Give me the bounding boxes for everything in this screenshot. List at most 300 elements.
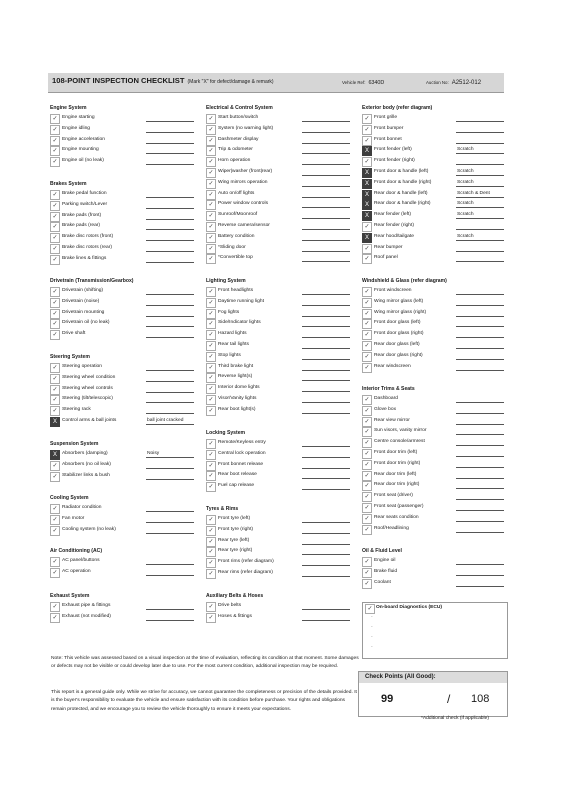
item-checkbox[interactable]: ✓ xyxy=(206,515,216,525)
item-label: Parking switch/Lever xyxy=(62,201,108,207)
item-remark-field[interactable] xyxy=(146,575,194,576)
item-remark-field[interactable] xyxy=(146,240,194,241)
item-remark-field[interactable] xyxy=(302,121,350,122)
item-checkbox[interactable]: ✓ xyxy=(362,114,372,124)
item-checkbox[interactable]: X xyxy=(362,146,372,156)
checklist-item xyxy=(50,243,113,254)
item-checkbox[interactable]: ✓ xyxy=(50,244,60,254)
item-checkbox[interactable]: ✓ xyxy=(206,482,216,492)
item-checkbox[interactable]: ✓ xyxy=(362,568,372,578)
item-remark-field[interactable] xyxy=(146,620,194,621)
item-remark-field[interactable] xyxy=(302,544,350,545)
item-label: Drivetrain mounting xyxy=(62,309,105,315)
item-remark-field[interactable] xyxy=(456,251,504,252)
checklist-item xyxy=(206,405,256,416)
item-checkbox[interactable]: ✓ xyxy=(50,233,60,243)
checkpoints-label: Check Points (All Good): xyxy=(359,672,507,683)
item-label: Front fender (right) xyxy=(374,158,415,164)
item-checkbox[interactable]: ✓ xyxy=(206,190,216,200)
item-checkbox[interactable]: X xyxy=(362,190,372,200)
item-remark-field[interactable] xyxy=(146,468,194,469)
item-remark-field[interactable] xyxy=(302,468,350,469)
item-label: Steering operation xyxy=(62,364,102,369)
section-title: Air Conditioning (AC) xyxy=(50,548,103,554)
checklist-item xyxy=(206,546,253,557)
item-label: Glove box xyxy=(374,406,397,412)
item-checkbox[interactable]: ✓ xyxy=(206,341,216,351)
item-remark-field[interactable] xyxy=(146,381,194,382)
item-checkbox[interactable]: ✓ xyxy=(206,384,216,394)
item-checkbox[interactable]: X xyxy=(50,450,60,460)
checklist-item xyxy=(50,189,107,200)
item-label: Rear seats condition xyxy=(374,514,419,520)
item-remark-field[interactable] xyxy=(146,316,194,317)
item-label: Rear door trim (left) xyxy=(374,471,417,477)
item-label: Auto on/off lights xyxy=(218,190,255,196)
item-remark-text: ball joint cracked xyxy=(147,417,184,423)
item-label: Absorbers (damping) xyxy=(62,451,108,456)
item-label: AC panel/buttons xyxy=(62,558,100,563)
item-remark-field[interactable] xyxy=(302,446,350,447)
item-checkbox[interactable]: ✓ xyxy=(206,613,216,623)
item-checkbox[interactable]: ✓ xyxy=(50,461,60,471)
item-label: Steering (tilt/telescopic) xyxy=(62,396,113,402)
item-remark-field[interactable] xyxy=(302,326,350,327)
item-remark-field[interactable] xyxy=(146,451,194,458)
item-remark-field[interactable] xyxy=(456,532,504,533)
item-checkbox[interactable]: ✓ xyxy=(50,374,60,384)
item-checkbox[interactable]: ✓ xyxy=(206,125,216,135)
item-remark-field[interactable] xyxy=(146,533,194,534)
item-checkbox[interactable]: ✓ xyxy=(50,222,60,232)
item-label: Roof/Headlining xyxy=(374,525,409,531)
item-checkbox[interactable]: ✓ xyxy=(206,406,216,416)
item-checkbox[interactable]: ✓ xyxy=(50,568,60,578)
item-remark-field[interactable] xyxy=(302,197,350,198)
item-remark-field[interactable] xyxy=(456,564,504,565)
item-checkbox[interactable]: ✓ xyxy=(50,406,60,416)
item-checkbox[interactable]: ✓ xyxy=(50,504,60,514)
item-checkbox[interactable]: X xyxy=(362,233,372,243)
item-remark-field[interactable] xyxy=(302,565,350,566)
item-checkbox[interactable]: ✓ xyxy=(206,157,216,167)
item-checkbox[interactable]: ✓ xyxy=(362,579,372,589)
item-checkbox[interactable]: ✓ xyxy=(206,537,216,547)
item-checkbox[interactable]: ✓ xyxy=(206,179,216,189)
item-remark-field[interactable] xyxy=(456,294,504,295)
item-label: Steering wheel condition xyxy=(62,374,116,380)
item-remark-field[interactable] xyxy=(456,370,504,371)
item-label: Stabilizer links & bush xyxy=(62,472,110,478)
item-label: Wing mirror glass (right) xyxy=(374,309,427,315)
section-electrical-control xyxy=(206,104,273,264)
item-remark-field[interactable] xyxy=(302,620,350,621)
item-checkbox[interactable]: ✓ xyxy=(362,330,372,340)
section-title: Drivetrain (Transmission/Gearbox) xyxy=(50,278,134,284)
item-checkbox[interactable]: X xyxy=(50,417,60,427)
checklist-item xyxy=(50,405,90,416)
item-remark-field[interactable] xyxy=(302,153,350,154)
item-checkbox[interactable]: ✓ xyxy=(206,309,216,319)
item-label: Brake disc rotors (front) xyxy=(62,234,114,240)
checklist-item xyxy=(50,156,104,167)
item-checkbox[interactable]: ✓ xyxy=(362,244,372,254)
item-label: Sun visors, vanity mirror xyxy=(374,428,427,434)
checkpoints-total: 108 xyxy=(471,693,490,705)
item-remark-field[interactable] xyxy=(456,212,504,219)
item-checkbox[interactable]: ✓ xyxy=(50,395,60,405)
item-remark-field[interactable] xyxy=(302,132,350,133)
item-checkbox[interactable]: ✓ xyxy=(206,352,216,362)
item-remark-field[interactable] xyxy=(302,359,350,360)
item-remark-field[interactable] xyxy=(302,522,350,523)
item-remark-field[interactable] xyxy=(146,219,194,220)
section-brakes-system xyxy=(50,180,114,265)
item-checkbox[interactable]: ✓ xyxy=(362,157,372,167)
item-remark-field[interactable] xyxy=(456,586,504,587)
item-remark-field[interactable] xyxy=(456,413,504,414)
item-checkbox[interactable]: ✓ xyxy=(50,212,60,222)
checklist-item xyxy=(362,308,447,319)
item-remark-field[interactable] xyxy=(456,467,504,468)
item-remark-field[interactable] xyxy=(302,533,350,534)
item-checkbox[interactable]: ✓ xyxy=(206,244,216,254)
item-checkbox[interactable]: X xyxy=(362,211,372,221)
item-remark-field[interactable] xyxy=(146,609,194,610)
item-remark-field[interactable] xyxy=(456,445,504,446)
item-label: Front headlights xyxy=(218,288,254,293)
item-checkbox[interactable]: ✓ xyxy=(206,602,216,612)
item-checkbox[interactable]: ✓ xyxy=(206,254,216,264)
item-remark-field[interactable] xyxy=(456,402,504,403)
item-checkbox[interactable]: ✓ xyxy=(206,211,216,221)
item-checkbox[interactable]: ✓ xyxy=(206,136,216,146)
item-remark-field[interactable] xyxy=(146,164,194,165)
item-remark-field[interactable] xyxy=(456,316,504,317)
item-remark-field[interactable] xyxy=(456,326,504,327)
item-checkbox[interactable]: ✓ xyxy=(206,146,216,156)
item-checkbox[interactable]: ✓ xyxy=(362,341,372,351)
item-remark-field[interactable] xyxy=(302,337,350,338)
item-checkbox[interactable]: ✓ xyxy=(362,417,372,427)
item-checkbox[interactable]: ✓ xyxy=(206,363,216,373)
item-checkbox[interactable]: ✓ xyxy=(50,298,60,308)
item-checkbox[interactable]: ✓ xyxy=(362,525,372,535)
checklist-item xyxy=(362,297,447,308)
item-remark-field[interactable] xyxy=(146,511,194,512)
item-remark-field[interactable] xyxy=(456,147,504,154)
item-remark-field[interactable] xyxy=(302,554,350,555)
item-label: Drivetrain (shifting) xyxy=(62,288,104,293)
section-locking-system xyxy=(206,429,266,492)
section-cooling-system xyxy=(50,494,116,535)
checklist-item xyxy=(362,578,402,589)
checklist-item xyxy=(206,178,273,189)
item-remark-field[interactable] xyxy=(146,153,194,154)
item-remark-field[interactable] xyxy=(146,121,194,122)
item-checkbox[interactable]: ✓ xyxy=(50,363,60,373)
item-checkbox[interactable]: ✓ xyxy=(50,136,60,146)
item-remark-field[interactable] xyxy=(456,434,504,435)
item-remark-field[interactable] xyxy=(302,457,350,458)
item-checkbox[interactable]: ✓ xyxy=(206,461,216,471)
checklist-item xyxy=(50,200,108,211)
item-label: Dashmeter display xyxy=(218,136,259,142)
item-remark-field[interactable] xyxy=(302,218,350,219)
checklist-item xyxy=(50,612,111,623)
item-label: Rear view mirror xyxy=(374,417,410,423)
checklist-item xyxy=(362,135,432,146)
item-checkbox[interactable]: ✓ xyxy=(50,190,60,200)
item-remark-text: Scratch xyxy=(457,147,474,153)
item-remark-field[interactable] xyxy=(456,132,504,133)
checklist-item xyxy=(362,448,418,459)
item-remark-field[interactable] xyxy=(302,175,350,176)
item-remark-field[interactable] xyxy=(302,489,350,490)
item-checkbox[interactable]: ✓ xyxy=(362,471,372,481)
item-remark-field[interactable] xyxy=(146,229,194,230)
item-checkbox[interactable]: ✓ xyxy=(50,287,60,297)
item-remark-field[interactable] xyxy=(302,240,350,241)
item-checkbox[interactable]: ✓ xyxy=(362,136,372,146)
item-checkbox[interactable]: ✓ xyxy=(206,287,216,297)
checklist-item xyxy=(362,556,402,567)
item-remark-field[interactable] xyxy=(456,305,504,306)
checklist-item xyxy=(50,232,114,243)
checklist-item xyxy=(362,113,432,124)
item-remark-field[interactable] xyxy=(146,143,194,144)
item-label: Front windscreen xyxy=(374,288,412,293)
item-remark-field[interactable] xyxy=(302,370,350,371)
item-checkbox[interactable]: ✓ xyxy=(50,255,60,265)
item-checkbox[interactable]: ✓ xyxy=(50,309,60,319)
item-checkbox[interactable]: ✓ xyxy=(206,222,216,232)
item-remark-field[interactable] xyxy=(302,143,350,144)
item-remark-field[interactable] xyxy=(302,305,350,306)
item-checkbox[interactable]: ✓ xyxy=(50,319,60,329)
item-checkbox[interactable]: ✓ xyxy=(50,613,60,623)
checklist-item xyxy=(206,167,273,178)
item-checkbox[interactable]: ✓ xyxy=(50,330,60,340)
item-checkbox[interactable]: ✓ xyxy=(206,298,216,308)
checklist-item xyxy=(362,470,415,481)
item-label: Rear boot release xyxy=(218,472,257,478)
item-remark-field[interactable] xyxy=(456,261,504,262)
item-checkbox[interactable]: ✓ xyxy=(206,114,216,124)
checklist-item xyxy=(206,460,264,471)
item-remark-field[interactable] xyxy=(456,521,504,522)
item-label: Dashboard xyxy=(374,396,398,401)
item-remark-field[interactable] xyxy=(456,456,504,457)
item-remark-field[interactable] xyxy=(146,413,194,414)
item-remark-field[interactable] xyxy=(146,132,194,133)
item-remark-field[interactable] xyxy=(456,337,504,338)
item-checkbox[interactable]: X xyxy=(362,179,372,189)
item-remark-field[interactable] xyxy=(302,609,350,610)
item-remark-field[interactable] xyxy=(146,208,194,209)
item-remark-field[interactable] xyxy=(456,499,504,500)
item-remark-field[interactable] xyxy=(456,121,504,122)
item-remark-field[interactable] xyxy=(302,402,350,403)
item-remark-field[interactable] xyxy=(302,316,350,317)
item-remark-field[interactable] xyxy=(146,337,194,338)
item-remark-field[interactable] xyxy=(456,143,504,144)
item-checkbox[interactable]: ✓ xyxy=(362,557,372,567)
item-remark-field[interactable] xyxy=(456,233,504,241)
item-remark-text: Scratch xyxy=(457,179,474,185)
item-checkbox[interactable]: ✓ xyxy=(362,298,372,308)
item-remark-field[interactable] xyxy=(302,294,350,295)
item-checkbox[interactable]: ✓ xyxy=(362,438,372,448)
item-checkbox[interactable]: ✓ xyxy=(50,157,60,167)
item-remark-field[interactable] xyxy=(146,479,194,480)
item-remark-field[interactable] xyxy=(146,564,194,565)
item-remark-field[interactable] xyxy=(302,251,350,252)
checklist-item xyxy=(362,567,402,578)
item-remark-field[interactable] xyxy=(302,391,350,392)
item-remark-field[interactable] xyxy=(302,164,350,165)
item-checkbox[interactable]: ✓ xyxy=(362,319,372,329)
item-checkbox[interactable]: ✓ xyxy=(206,450,216,460)
item-remark-field[interactable] xyxy=(146,305,194,306)
ecu-checkbox[interactable]: ✓ xyxy=(365,604,375,614)
item-remark-field[interactable] xyxy=(302,576,350,577)
section-title: Suspension System xyxy=(50,441,99,447)
checklist-item xyxy=(206,243,273,254)
item-remark-field[interactable] xyxy=(302,413,350,414)
item-remark-field[interactable] xyxy=(302,207,350,208)
item-checkbox[interactable]: ✓ xyxy=(206,330,216,340)
item-checkbox[interactable]: ✓ xyxy=(206,569,216,579)
item-label: Front fender (left) xyxy=(374,147,412,153)
item-remark-field[interactable] xyxy=(146,262,194,263)
item-checkbox[interactable]: ✓ xyxy=(50,526,60,536)
item-remark-field[interactable] xyxy=(146,417,194,425)
item-remark-field[interactable] xyxy=(456,168,504,176)
checklist-item xyxy=(362,459,421,470)
item-label: Front tyre (right) xyxy=(218,526,254,532)
item-remark-field[interactable] xyxy=(302,348,350,349)
item-remark-field[interactable] xyxy=(456,201,504,208)
item-remark-field[interactable] xyxy=(456,190,504,198)
checklist-item xyxy=(362,243,432,254)
item-checkbox[interactable]: ✓ xyxy=(206,439,216,449)
section-title: Exhaust System xyxy=(50,593,90,599)
item-remark-field[interactable] xyxy=(146,370,194,371)
item-remark-field[interactable] xyxy=(456,424,504,425)
item-checkbox[interactable]: ✓ xyxy=(362,492,372,502)
item-checkbox[interactable]: ✓ xyxy=(362,254,372,264)
checklist-item xyxy=(206,612,263,623)
checklist-item xyxy=(206,351,246,362)
item-remark-field[interactable] xyxy=(302,380,350,381)
item-label: *Convertible top xyxy=(218,255,253,261)
item-checkbox[interactable]: X xyxy=(362,168,372,178)
item-label: Front door & handle (right) xyxy=(374,179,432,185)
item-remark-field[interactable] xyxy=(146,522,194,523)
checklist-item xyxy=(50,567,102,578)
item-checkbox[interactable]: ✓ xyxy=(362,125,372,135)
item-checkbox[interactable]: ✓ xyxy=(206,558,216,568)
item-checkbox[interactable]: ✓ xyxy=(50,472,60,482)
item-checkbox[interactable]: ✓ xyxy=(50,602,60,612)
item-label: Interior dome lights xyxy=(218,385,260,391)
section-lighting-system xyxy=(206,277,264,416)
item-checkbox[interactable]: ✓ xyxy=(206,395,216,405)
item-label: Rear door glass (right) xyxy=(374,352,423,358)
item-label: Rear boot light(s) xyxy=(218,406,256,412)
item-remark-field[interactable] xyxy=(302,478,350,479)
item-checkbox[interactable]: ✓ xyxy=(206,319,216,329)
item-checkbox[interactable]: ✓ xyxy=(50,385,60,395)
item-checkbox[interactable]: ✓ xyxy=(362,427,372,437)
section-title: Auxiliary Belts & Hoses xyxy=(206,593,264,599)
item-checkbox[interactable]: ✓ xyxy=(206,471,216,481)
item-remark-field[interactable] xyxy=(146,326,194,327)
item-checkbox[interactable]: ✓ xyxy=(50,146,60,156)
item-checkbox[interactable]: ✓ xyxy=(362,460,372,470)
item-checkbox[interactable]: ✓ xyxy=(362,481,372,491)
item-checkbox[interactable]: ✓ xyxy=(206,547,216,557)
item-remark-field[interactable] xyxy=(456,478,504,479)
item-checkbox[interactable]: ✓ xyxy=(362,449,372,459)
item-checkbox[interactable]: ✓ xyxy=(50,125,60,135)
ecu-line: - xyxy=(371,614,373,620)
checklist-item xyxy=(362,156,432,167)
item-remark-field[interactable] xyxy=(456,575,504,576)
section-auxiliary-belts xyxy=(206,592,263,623)
item-checkbox[interactable]: ✓ xyxy=(50,515,60,525)
item-checkbox[interactable]: ✓ xyxy=(50,114,60,124)
item-remark-field[interactable] xyxy=(302,186,350,187)
item-checkbox[interactable]: ✓ xyxy=(50,557,60,567)
item-checkbox[interactable]: ✓ xyxy=(362,287,372,297)
item-checkbox[interactable]: ✓ xyxy=(362,222,372,232)
item-checkbox[interactable]: ✓ xyxy=(362,352,372,362)
item-remark-field[interactable] xyxy=(302,229,350,230)
item-remark-field[interactable] xyxy=(302,261,350,262)
item-remark-field[interactable] xyxy=(146,392,194,393)
item-remark-field[interactable] xyxy=(456,510,504,511)
item-remark-field[interactable] xyxy=(146,294,194,295)
item-checkbox[interactable]: ✓ xyxy=(206,373,216,383)
item-remark-field[interactable] xyxy=(146,197,194,198)
item-checkbox[interactable]: ✓ xyxy=(206,526,216,536)
item-checkbox[interactable]: X xyxy=(362,200,372,210)
item-checkbox[interactable]: ✓ xyxy=(206,200,216,210)
item-remark-field[interactable] xyxy=(146,402,194,403)
item-checkbox[interactable]: ✓ xyxy=(362,309,372,319)
item-remark-field[interactable] xyxy=(456,229,504,230)
item-checkbox[interactable]: ✓ xyxy=(362,406,372,416)
item-remark-field[interactable] xyxy=(146,251,194,252)
item-checkbox[interactable]: ✓ xyxy=(362,395,372,405)
item-checkbox[interactable]: ✓ xyxy=(362,503,372,513)
item-checkbox[interactable]: ✓ xyxy=(50,201,60,211)
item-remark-field[interactable] xyxy=(456,488,504,489)
item-checkbox[interactable]: ✓ xyxy=(206,168,216,178)
item-remark-field[interactable] xyxy=(456,164,504,165)
item-remark-text: Scratch xyxy=(457,168,474,174)
item-remark-field[interactable] xyxy=(456,359,504,360)
item-checkbox[interactable]: ✓ xyxy=(362,363,372,373)
checklist-item xyxy=(50,525,116,536)
item-remark-field[interactable] xyxy=(456,348,504,349)
item-checkbox[interactable]: ✓ xyxy=(362,514,372,524)
item-remark-field[interactable] xyxy=(456,179,504,187)
item-checkbox[interactable]: ✓ xyxy=(206,233,216,243)
item-label: Rear tyre (left) xyxy=(218,537,250,543)
